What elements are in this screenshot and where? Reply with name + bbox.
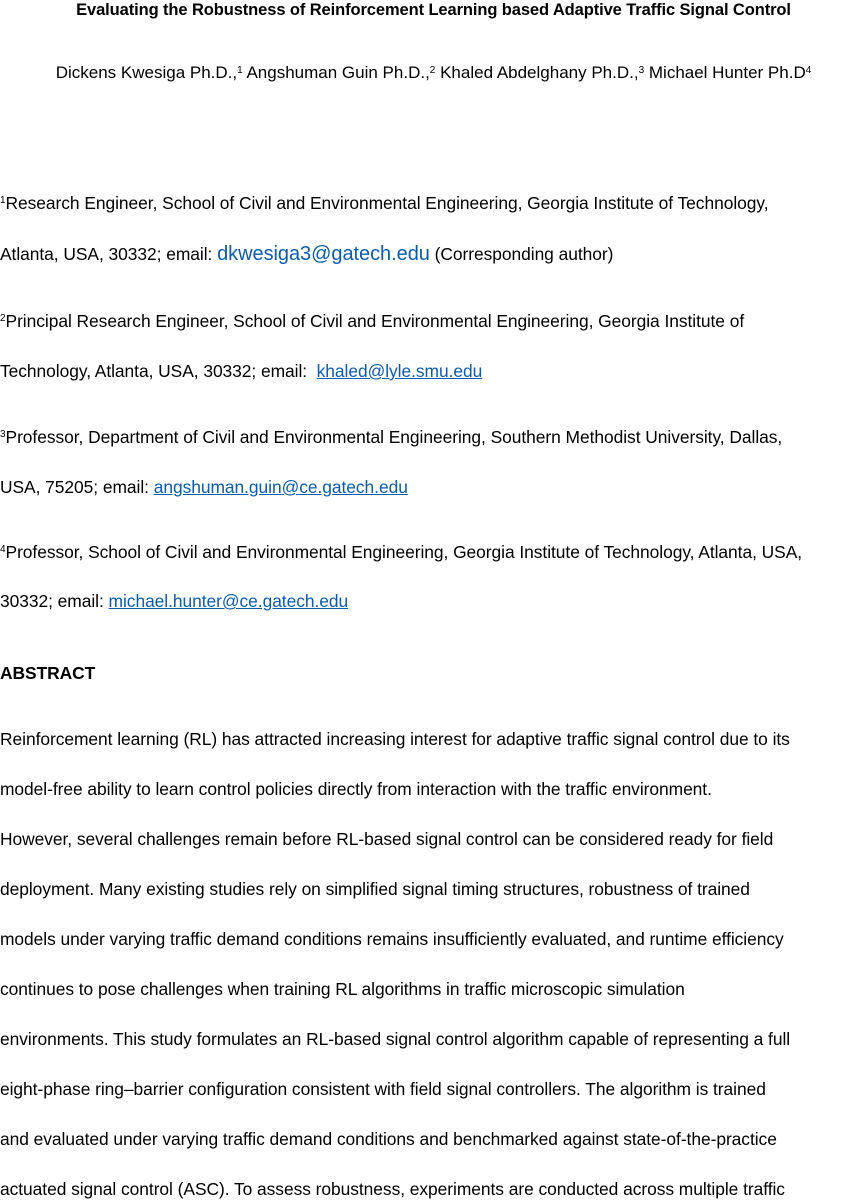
author-sup: 4 — [805, 65, 812, 76]
author-list — [0, 60, 867, 86]
affiliation-4-line-2 — [0, 588, 867, 614]
affiliation-text: Principal Research Engineer, School of Civil and Environmental Engineering, Georgia Institute of — [5, 311, 745, 331]
email-link[interactable]: khaled@lyle.smu.edu — [316, 361, 483, 381]
email-link[interactable]: angshuman.guin@ce.gatech.edu — [153, 477, 408, 497]
author-sup: 2 — [429, 65, 436, 76]
affiliation-text: Professor, School of Civil and Environmental Engineering, Georgia Institute of Technology, Atlanta, USA, — [5, 542, 803, 562]
affiliation-text: 30332; email: — [0, 591, 109, 611]
affiliation-sup: 3 — [0, 429, 6, 440]
abstract-heading: ABSTRACT — [0, 663, 96, 683]
affiliation-text: Technology, Atlanta, USA, 30332; email: — [0, 361, 317, 381]
abstract-line: and evaluated under varying traffic demand conditions and benchmarked against state-of-the-practice — [0, 1129, 777, 1149]
abstract-line: deployment. Many existing studies rely on simplified signal timing structures, robustness of trained — [0, 879, 750, 899]
author-name: Dickens Kwesiga Ph.D., — [55, 63, 238, 82]
author-name: Michael Hunter Ph.D — [648, 63, 806, 82]
affiliation-3-line-2 — [0, 474, 867, 500]
abstract-line: environments. This study formulates an RL-based signal control algorithm capable of representing a full — [0, 1029, 791, 1049]
email-link[interactable]: dkwesiga3@gatech.edu — [217, 243, 430, 265]
affiliation-1-line-1 — [0, 190, 867, 216]
abstract-line: model-free ability to learn control policies directly from interaction with the traffic environment. — [0, 779, 712, 799]
affiliation-4-line-1 — [0, 539, 867, 565]
affiliation-note: (Corresponding author) — [429, 244, 614, 264]
affiliation-2-line-1 — [0, 308, 867, 334]
affiliation-1-line-2 — [0, 241, 867, 267]
abstract-line: Reinforcement learning (RL) has attracted increasing interest for adaptive traffic signal control due to its — [0, 729, 790, 749]
author-name: Angshuman Guin Ph.D., — [246, 63, 430, 82]
affiliation-text: Atlanta, USA, 30332; email: — [0, 244, 218, 264]
author-sup: 3 — [638, 65, 645, 76]
affiliation-sup: 1 — [0, 195, 6, 206]
author-sup: 1 — [237, 65, 243, 76]
affiliation-text: Research Engineer, School of Civil and Environmental Engineering, Georgia Institute of Technology, — [5, 193, 769, 213]
affiliation-sup: 4 — [0, 544, 6, 555]
abstract-line: However, several challenges remain before RL-based signal control can be considered ready for field — [0, 829, 774, 849]
affiliation-text: USA, 75205; email: — [0, 477, 154, 497]
abstract-line: actuated signal control (ASC). To assess robustness, experiments are conducted across multiple traffic — [0, 1179, 785, 1199]
affiliation-3-line-1 — [0, 424, 867, 450]
abstract-line: continues to pose challenges when training RL algorithms in traffic microscopic simulation — [0, 979, 685, 999]
affiliation-2-line-2 — [0, 358, 867, 384]
paper-title: Evaluating the Robustness of Reinforcement Learning based Adaptive Traffic Signal Control — [76, 1, 791, 19]
affiliation-text: Professor, Department of Civil and Environmental Engineering, Southern Methodist University, Dallas, — [5, 427, 783, 447]
abstract-line: models under varying traffic demand conditions remains insufficiently evaluated, and runtime efficiency — [0, 929, 784, 949]
abstract-line: eight-phase ring–barrier configuration consistent with field signal controllers. The algorithm is trained — [0, 1079, 766, 1099]
email-link[interactable]: michael.hunter@ce.gatech.edu — [108, 591, 349, 611]
author-name: Khaled Abdelghany Ph.D., — [440, 63, 639, 82]
affiliation-sup: 2 — [0, 313, 6, 324]
